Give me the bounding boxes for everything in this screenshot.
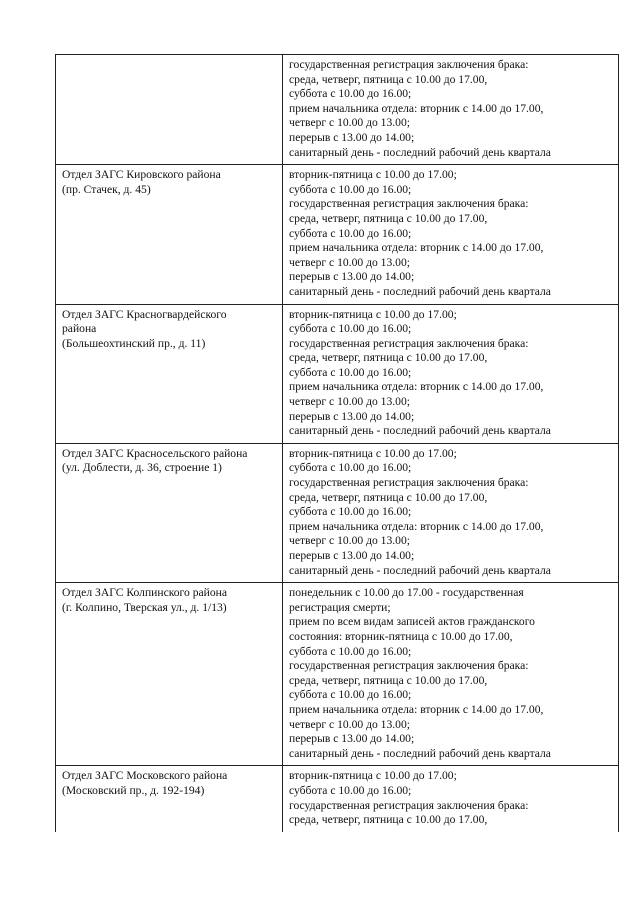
zags-schedule-table [55,54,619,832]
hours-line: санитарный день - последний рабочий день квартала [289,746,551,760]
hours-line: суббота с 10.00 до 16.00; [289,783,412,797]
hours-line: регистрация смерти; [289,600,391,614]
office-name: Отдел ЗАГС Кировского района [62,168,221,182]
office-name: района [62,322,97,336]
hours-cell [283,165,619,304]
hours-line: среда, четверг, пятница с 10.00 до 17.00, [289,351,488,365]
hours-line: четверг с 10.00 до 13.00; [289,534,410,548]
hours-line: четверг с 10.00 до 13.00; [289,717,410,731]
hours-line: прием начальника отдела: вторник с 14.00 до 17.00, [289,241,544,255]
office-cell [56,304,283,443]
office-cell [56,165,283,304]
hours-line: среда, четверг, пятница с 10.00 до 17.00, [289,673,488,687]
hours-line: среда, четверг, пятница с 10.00 до 17.00, [289,813,488,827]
hours-line: понедельник с 10.00 до 17.00 - государственная [289,586,524,600]
hours-line: санитарный день - последний рабочий день квартала [289,145,551,159]
hours-line: суббота с 10.00 до 16.00; [289,688,412,702]
hours-cell [283,304,619,443]
office-name: Отдел ЗАГС Московского района [62,769,228,783]
table-row [56,165,619,304]
hours-cell [283,766,619,832]
office-address: (ул. Доблести, д. 36, строение 1) [62,461,222,475]
table-row [56,583,619,766]
hours-line: перерыв с 13.00 до 14.00; [289,409,415,423]
hours-line: среда, четверг, пятница с 10.00 до 17.00, [289,490,488,504]
hours-line: государственная регистрация заключения брака: [289,58,529,71]
hours-line: четверг с 10.00 до 13.00; [289,395,410,409]
hours-line: среда, четверг, пятница с 10.00 до 17.00, [289,72,488,86]
hours-line: перерыв с 13.00 до 14.00; [289,549,415,562]
hours-line: перерыв с 13.00 до 14.00; [289,270,415,284]
office-cell [56,55,283,165]
hours-line: суббота с 10.00 до 16.00; [289,644,412,658]
hours-line: вторник-пятница с 10.00 до 17.00; [289,168,457,182]
hours-line: прием начальника отдела: вторник с 14.00 до 17.00, [289,519,544,533]
table-body [56,55,619,832]
hours-line: вторник-пятница с 10.00 до 17.00; [289,769,457,783]
hours-line: прием начальника отдела: вторник с 14.00 до 17.00, [289,702,544,716]
hours-line: состояния: вторник-пятница с 10.00 до 17.00, [289,629,513,643]
hours-line: четверг с 10.00 до 13.00; [289,116,410,130]
hours-line: суббота с 10.00 до 16.00; [289,461,412,475]
hours-line: прием по всем видам записей актов гражданского [289,615,535,629]
table-row [56,443,619,582]
hours-line: санитарный день - последний рабочий день квартала [289,563,551,577]
office-name: Отдел ЗАГС Красногвардейского [62,307,227,321]
office-name: Отдел ЗАГС Красносельского района [62,446,248,460]
hours-line: суббота с 10.00 до 16.00; [289,182,412,196]
hours-line: прием начальника отдела: вторник с 14.00 до 17.00, [289,101,544,115]
hours-line: перерыв с 13.00 до 14.00; [289,130,415,144]
office-cell [56,583,283,766]
table-row [56,766,619,832]
hours-line: суббота с 10.00 до 16.00; [289,365,412,379]
hours-cell [283,55,619,165]
hours-cell [283,583,619,766]
hours-line: суббота с 10.00 до 16.00; [289,322,412,336]
hours-line: санитарный день - последний рабочий день квартала [289,424,551,438]
hours-line: вторник-пятница с 10.00 до 17.00; [289,446,457,460]
hours-line: суббота с 10.00 до 16.00; [289,87,412,101]
office-name: Отдел ЗАГС Колпинского района [62,586,228,600]
office-cell [56,766,283,832]
office-address: (Московский пр., д. 192-194) [62,783,205,797]
hours-line: прием начальника отдела: вторник с 14.00 до 17.00, [289,380,544,394]
hours-line: четверг с 10.00 до 13.00; [289,255,410,269]
office-address: (пр. Стачек, д. 45) [62,182,151,196]
hours-line: суббота с 10.00 до 16.00; [289,226,412,240]
hours-line: вторник-пятница с 10.00 до 17.00; [289,307,457,321]
hours-line: государственная регистрация заключения брака: [289,659,529,673]
hours-line: санитарный день - последний рабочий день квартала [289,284,551,298]
hours-cell [283,443,619,582]
hours-line: перерыв с 13.00 до 14.00; [289,732,415,746]
table-row [56,304,619,443]
table-row [56,55,619,165]
office-cell [56,443,283,582]
hours-line: среда, четверг, пятница с 10.00 до 17.00, [289,211,488,225]
hours-line: государственная регистрация заключения брака: [289,798,529,812]
hours-line: государственная регистрация заключения брака: [289,336,529,350]
hours-line: суббота с 10.00 до 16.00; [289,505,412,519]
office-address: (Большеохтинский пр., д. 11) [62,336,206,350]
hours-line: государственная регистрация заключения брака: [289,197,529,211]
office-address: (г. Колпино, Тверская ул., д. 1/13) [62,600,227,614]
hours-line: государственная регистрация заключения брака: [289,476,529,490]
